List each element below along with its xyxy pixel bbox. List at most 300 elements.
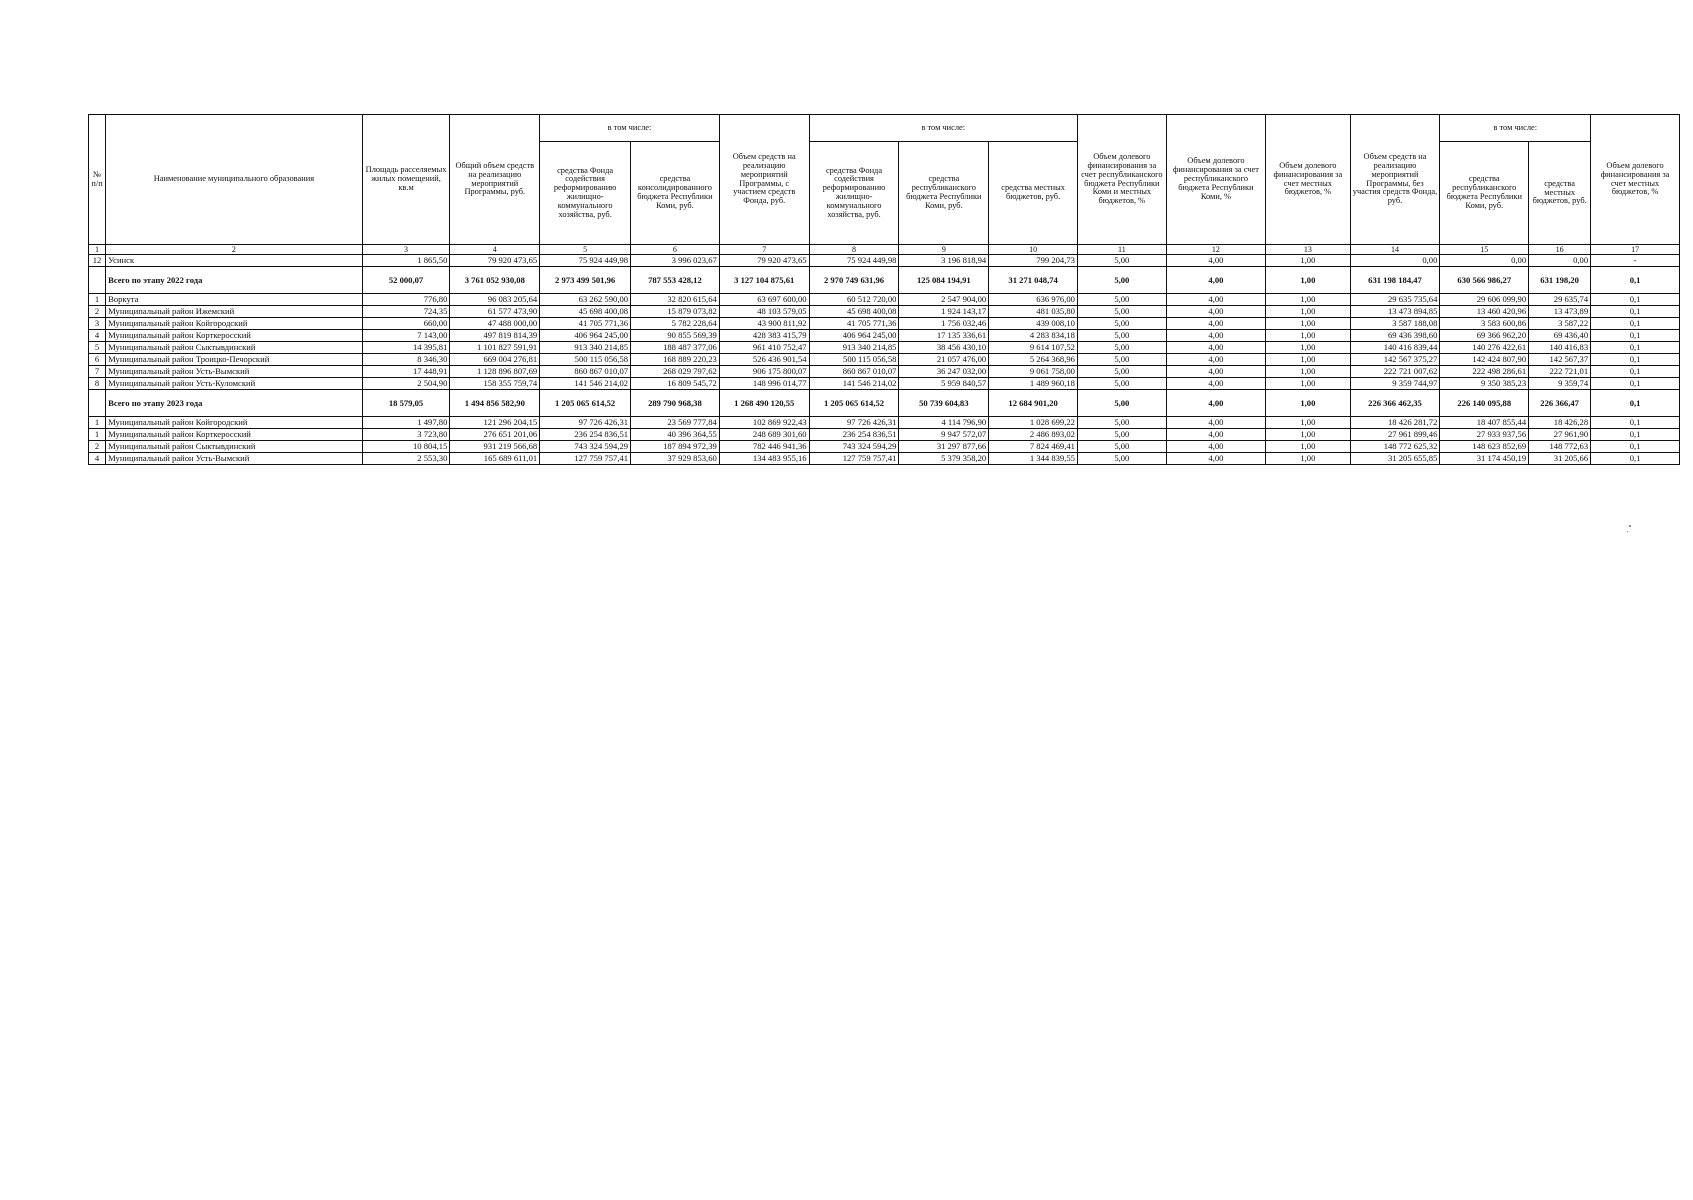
table-total-row (89, 390, 1680, 417)
amount-cell: 1 205 065 614,52 (809, 390, 899, 417)
amount-cell: 660,00 (362, 318, 450, 330)
amount-cell: 226 366 462,35 (1350, 390, 1440, 417)
amount-cell: 69 366 962,20 (1440, 330, 1529, 342)
municipality-name-cell: Муниципальный район Койгородский (106, 318, 363, 330)
header-fund2: средства Фонда содействия реформированию жилищно-коммунального хозяйства, руб. (809, 142, 899, 245)
percent-cell: 5,00 (1077, 294, 1166, 306)
scan-speck (1627, 531, 1628, 532)
amount-cell: 3 196 818,94 (899, 255, 989, 267)
amount-cell: 1 494 856 582,90 (450, 390, 540, 417)
column-number: 7 (719, 245, 809, 255)
percent-cell: 1,00 (1266, 441, 1350, 453)
header-share-rep: Объем долевого финансирования за счет республиканского бюджета Республики Коми, % (1166, 115, 1265, 245)
amount-cell: 2 547 904,00 (899, 294, 989, 306)
percent-cell: 4,00 (1166, 390, 1265, 417)
amount-cell: 16 809 545,72 (631, 378, 720, 390)
amount-cell: 140 416 839,44 (1350, 342, 1440, 354)
column-number: 17 (1591, 245, 1680, 255)
amount-cell: 1 497,80 (362, 417, 450, 429)
amount-cell: 276 651 201,06 (450, 429, 540, 441)
row-number-cell: 1 (89, 294, 106, 306)
amount-cell: 187 894 972,39 (631, 441, 720, 453)
percent-cell: 5,00 (1077, 318, 1166, 330)
header-name: Наименование муниципального образования (106, 115, 363, 245)
amount-cell: 1 489 960,18 (989, 378, 1078, 390)
amount-cell: 75 924 449,98 (809, 255, 899, 267)
amount-cell: 0,00 (1440, 255, 1529, 267)
amount-cell: 97 726 426,31 (540, 417, 631, 429)
amount-cell: 222 498 286,61 (1440, 366, 1529, 378)
amount-cell: 36 247 032,00 (899, 366, 989, 378)
amount-cell: 7 143,00 (362, 330, 450, 342)
amount-cell: 3 761 052 930,08 (450, 267, 540, 294)
percent-cell: 1,00 (1266, 429, 1350, 441)
amount-cell: 140 276 422,61 (1440, 342, 1529, 354)
amount-cell: 21 057 476,00 (899, 354, 989, 366)
percent-cell: 0,1 (1591, 390, 1680, 417)
amount-cell: 63 697 600,00 (719, 294, 809, 306)
amount-cell: 961 410 752,47 (719, 342, 809, 354)
amount-cell: 10 804,15 (362, 441, 450, 453)
percent-cell: 4,00 (1166, 330, 1265, 342)
amount-cell: 9 359 744,97 (1350, 378, 1440, 390)
header-no: № п/п (89, 115, 106, 245)
percent-cell: 1,00 (1266, 378, 1350, 390)
header-republic2: средства республиканского бюджета Республики Коми, руб. (1440, 142, 1529, 245)
percent-cell: 4,00 (1166, 417, 1265, 429)
amount-cell: 63 262 590,00 (540, 294, 631, 306)
amount-cell: 724,35 (362, 306, 450, 318)
percent-cell: 5,00 (1077, 354, 1166, 366)
percent-cell: 5,00 (1077, 366, 1166, 378)
row-number-cell: 1 (89, 417, 106, 429)
amount-cell: 906 175 800,07 (719, 366, 809, 378)
amount-cell: 31 205 655,85 (1350, 453, 1440, 465)
amount-cell: 4 283 834,18 (989, 330, 1078, 342)
amount-cell: 188 487 377,06 (631, 342, 720, 354)
amount-cell: 4 114 796,90 (899, 417, 989, 429)
amount-cell: 15 879 073,82 (631, 306, 720, 318)
amount-cell: 29 635 735,64 (1350, 294, 1440, 306)
percent-cell: 4,00 (1166, 342, 1265, 354)
percent-cell: 5,00 (1077, 378, 1166, 390)
percent-cell: 0,1 (1591, 318, 1680, 330)
header-total: Общий объем средств на реализацию мероприятий Программы, руб. (450, 115, 540, 245)
table-row (89, 306, 1680, 318)
amount-cell: 5 379 358,20 (899, 453, 989, 465)
municipality-name-cell: Муниципальный район Усть-Вымский (106, 366, 363, 378)
percent-cell: 0,1 (1591, 330, 1680, 342)
percent-cell: 1,00 (1266, 342, 1350, 354)
municipality-name-cell: Всего по этапу 2023 года (106, 390, 363, 417)
amount-cell: 27 933 937,56 (1440, 429, 1529, 441)
row-number-cell: 4 (89, 330, 106, 342)
percent-cell: 4,00 (1166, 255, 1265, 267)
amount-cell: 2 973 499 501,96 (540, 267, 631, 294)
percent-cell: 5,00 (1077, 342, 1166, 354)
amount-cell: 631 198 184,47 (1350, 267, 1440, 294)
row-number-cell: 8 (89, 378, 106, 390)
column-number: 2 (106, 245, 363, 255)
amount-cell: 40 396 364,55 (631, 429, 720, 441)
amount-cell: 29 635,74 (1529, 294, 1591, 306)
percent-cell: 0,1 (1591, 306, 1680, 318)
amount-cell: 13 460 420,96 (1440, 306, 1529, 318)
percent-cell: 1,00 (1266, 306, 1350, 318)
amount-cell: 236 254 836,51 (809, 429, 899, 441)
amount-cell: 2 486 893,02 (989, 429, 1078, 441)
amount-cell: 226 140 095,88 (1440, 390, 1529, 417)
amount-cell: 782 446 941,36 (719, 441, 809, 453)
amount-cell: 1 205 065 614,52 (540, 390, 631, 417)
amount-cell: 1 924 143,17 (899, 306, 989, 318)
amount-cell: 289 790 968,38 (631, 390, 720, 417)
row-number-cell (89, 390, 106, 417)
column-number: 1 (89, 245, 106, 255)
amount-cell: 69 436,40 (1529, 330, 1591, 342)
municipality-name-cell: Муниципальный район Койгородский (106, 417, 363, 429)
column-number: 16 (1529, 245, 1591, 255)
percent-cell: 1,00 (1266, 318, 1350, 330)
amount-cell: 3 583 600,86 (1440, 318, 1529, 330)
municipality-name-cell: Муниципальный район Усть-Куломский (106, 378, 363, 390)
amount-cell: 526 436 901,54 (719, 354, 809, 366)
amount-cell: 1 028 699,22 (989, 417, 1078, 429)
amount-cell: 148 772,63 (1529, 441, 1591, 453)
row-number-cell: 1 (89, 429, 106, 441)
amount-cell: 743 324 594,29 (809, 441, 899, 453)
amount-cell: 142 567,37 (1529, 354, 1591, 366)
amount-cell: 3 127 104 875,61 (719, 267, 809, 294)
amount-cell: 17 135 336,61 (899, 330, 989, 342)
amount-cell: 47 488 000,00 (450, 318, 540, 330)
amount-cell: 142 424 807,90 (1440, 354, 1529, 366)
amount-cell: 630 566 986,27 (1440, 267, 1529, 294)
percent-cell: 4,00 (1166, 453, 1265, 465)
percent-cell: 5,00 (1077, 255, 1166, 267)
amount-cell: 9 350 385,23 (1440, 378, 1529, 390)
amount-cell: 18 407 855,44 (1440, 417, 1529, 429)
amount-cell: 31 205,66 (1529, 453, 1591, 465)
percent-cell: 5,00 (1077, 390, 1166, 417)
amount-cell: 743 324 594,29 (540, 441, 631, 453)
municipality-name-cell: Муниципальный район Ижемский (106, 306, 363, 318)
row-number-cell: 7 (89, 366, 106, 378)
table-row (89, 441, 1680, 453)
header-area: Площадь расселяемых жилых помещений, кв.м (362, 115, 450, 245)
header-without-fund: Объем средств на реализацию мероприятий Программы, без участия средств Фонда, руб. (1350, 115, 1440, 245)
amount-cell: 428 383 415,79 (719, 330, 809, 342)
percent-cell: 4,00 (1166, 318, 1265, 330)
column-number-row (89, 245, 1680, 255)
municipality-name-cell: Муниципальный район Сыктывдинский (106, 342, 363, 354)
amount-cell: 148 996 014,77 (719, 378, 809, 390)
percent-cell: 5,00 (1077, 306, 1166, 318)
amount-cell: 12 684 901,20 (989, 390, 1078, 417)
table-body (89, 255, 1680, 465)
table-row (89, 255, 1680, 267)
amount-cell: 148 623 852,69 (1440, 441, 1529, 453)
amount-cell: 168 889 220,23 (631, 354, 720, 366)
amount-cell: 60 512 720,00 (809, 294, 899, 306)
table-row (89, 330, 1680, 342)
percent-cell: 1,00 (1266, 354, 1350, 366)
amount-cell: 18 579,05 (362, 390, 450, 417)
amount-cell: 481 035,80 (989, 306, 1078, 318)
amount-cell: 8 346,30 (362, 354, 450, 366)
amount-cell: 142 567 375,27 (1350, 354, 1440, 366)
percent-cell: 0,1 (1591, 342, 1680, 354)
percent-cell: 1,00 (1266, 267, 1350, 294)
municipality-name-cell: Всего по этапу 2022 года (106, 267, 363, 294)
percent-cell: 0,1 (1591, 441, 1680, 453)
amount-cell: 9 614 107,52 (989, 342, 1078, 354)
percent-cell: 0,1 (1591, 453, 1680, 465)
amount-cell: 1 865,50 (362, 255, 450, 267)
amount-cell: 3 587,22 (1529, 318, 1591, 330)
amount-cell: 13 473,89 (1529, 306, 1591, 318)
amount-cell: 3 996 023,67 (631, 255, 720, 267)
amount-cell: 41 705 771,36 (540, 318, 631, 330)
amount-cell: 9 359,74 (1529, 378, 1591, 390)
amount-cell: 165 689 611,01 (450, 453, 540, 465)
amount-cell: 90 855 569,39 (631, 330, 720, 342)
header-republic: средства республиканского бюджета Республики Коми, руб. (899, 142, 989, 245)
amount-cell: 931 219 566,68 (450, 441, 540, 453)
row-number-cell: 4 (89, 453, 106, 465)
amount-cell: 497 819 814,39 (450, 330, 540, 342)
municipality-name-cell: Муниципальный район Усть-Вымский (106, 453, 363, 465)
header-consolidated: средства консолидированного бюджета Республики Коми, руб. (631, 142, 720, 245)
amount-cell: 13 473 894,85 (1350, 306, 1440, 318)
amount-cell: 631 198,20 (1529, 267, 1591, 294)
column-number: 12 (1166, 245, 1265, 255)
table-row (89, 378, 1680, 390)
percent-cell: 5,00 (1077, 417, 1166, 429)
municipality-name-cell: Муниципальный район Корткеросский (106, 330, 363, 342)
amount-cell: 787 553 428,12 (631, 267, 720, 294)
table-row (89, 318, 1680, 330)
percent-cell: 0,1 (1591, 417, 1680, 429)
amount-cell: 226 366,47 (1529, 390, 1591, 417)
amount-cell: 0,00 (1350, 255, 1440, 267)
amount-cell: 141 546 214,02 (809, 378, 899, 390)
amount-cell: 799 204,73 (989, 255, 1078, 267)
municipality-name-cell: Муниципальный район Сыктывдинский (106, 441, 363, 453)
percent-cell: 4,00 (1166, 354, 1265, 366)
amount-cell: 3 723,80 (362, 429, 450, 441)
amount-cell: 9 947 572,07 (899, 429, 989, 441)
amount-cell: 79 920 473,65 (450, 255, 540, 267)
percent-cell: 4,00 (1166, 366, 1265, 378)
column-number: 9 (899, 245, 989, 255)
amount-cell: 1 344 839,55 (989, 453, 1078, 465)
table-row (89, 417, 1680, 429)
amount-cell: 500 115 056,58 (540, 354, 631, 366)
column-number: 14 (1350, 245, 1440, 255)
amount-cell: 31 271 048,74 (989, 267, 1078, 294)
column-number: 5 (540, 245, 631, 255)
percent-cell: 4,00 (1166, 306, 1265, 318)
amount-cell: 140 416,83 (1529, 342, 1591, 354)
header-share-local2: Объем долевого финансирования за счет местных бюджетов, % (1591, 115, 1680, 245)
amount-cell: 50 739 604,83 (899, 390, 989, 417)
amount-cell: 222 721,01 (1529, 366, 1591, 378)
amount-cell: 75 924 449,98 (540, 255, 631, 267)
amount-cell: 27 961 899,46 (1350, 429, 1440, 441)
row-number-cell (89, 267, 106, 294)
header-fund: средства Фонда содействия реформированию жилищно-коммунального хозяйства, руб. (540, 142, 631, 245)
amount-cell: 636 976,00 (989, 294, 1078, 306)
amount-cell: 1 101 827 591,91 (450, 342, 540, 354)
amount-cell: 2 504,90 (362, 378, 450, 390)
scan-speck (1629, 525, 1631, 527)
amount-cell: 121 296 204,15 (450, 417, 540, 429)
amount-cell: 913 340 214,85 (809, 342, 899, 354)
document-sheet (88, 114, 1680, 465)
percent-cell: 5,00 (1077, 441, 1166, 453)
amount-cell: 141 546 214,02 (540, 378, 631, 390)
header-share-local: Объем долевого финансирования за счет местных бюджетов, % (1266, 115, 1350, 245)
percent-cell: 5,00 (1077, 429, 1166, 441)
row-number-cell: 2 (89, 441, 106, 453)
percent-cell: 4,00 (1166, 267, 1265, 294)
amount-cell: 248 689 301,60 (719, 429, 809, 441)
amount-cell: 7 824 469,41 (989, 441, 1078, 453)
amount-cell: 9 061 758,00 (989, 366, 1078, 378)
header-local: средства местных бюджетов, руб. (989, 142, 1078, 245)
row-number-cell: 5 (89, 342, 106, 354)
percent-cell: 1,00 (1266, 417, 1350, 429)
percent-cell: 0,1 (1591, 294, 1680, 306)
percent-cell: 0,1 (1591, 429, 1680, 441)
municipality-name-cell: Воркута (106, 294, 363, 306)
amount-cell: 5 959 840,57 (899, 378, 989, 390)
percent-cell: 1,00 (1266, 453, 1350, 465)
percent-cell: 5,00 (1077, 453, 1166, 465)
table-row (89, 453, 1680, 465)
table-total-row (89, 267, 1680, 294)
header-group3: в том числе: (1440, 115, 1591, 142)
percent-cell: 0,1 (1591, 267, 1680, 294)
amount-cell: 268 029 797,62 (631, 366, 720, 378)
table-header (89, 115, 1680, 255)
row-number-cell: 6 (89, 354, 106, 366)
percent-cell: 1,00 (1266, 255, 1350, 267)
table-row (89, 366, 1680, 378)
amount-cell: 45 698 400,08 (809, 306, 899, 318)
amount-cell: 2 553,30 (362, 453, 450, 465)
percent-cell: 0,1 (1591, 354, 1680, 366)
header-local2: средства местных бюджетов, руб. (1529, 142, 1591, 245)
municipality-name-cell: Усинск (106, 255, 363, 267)
percent-cell: 0,1 (1591, 378, 1680, 390)
amount-cell: 38 456 430,10 (899, 342, 989, 354)
amount-cell: 69 436 398,60 (1350, 330, 1440, 342)
amount-cell: 45 698 400,08 (540, 306, 631, 318)
amount-cell: 439 008,10 (989, 318, 1078, 330)
column-number: 10 (989, 245, 1078, 255)
amount-cell: 97 726 426,31 (809, 417, 899, 429)
amount-cell: 29 606 099,90 (1440, 294, 1529, 306)
amount-cell: 41 705 771,36 (809, 318, 899, 330)
amount-cell: 134 483 955,16 (719, 453, 809, 465)
table-row (89, 354, 1680, 366)
column-number: 3 (362, 245, 450, 255)
municipality-name-cell: Муниципальный район Троицко-Печорский (106, 354, 363, 366)
amount-cell: 406 964 245,00 (809, 330, 899, 342)
amount-cell: 860 867 010,07 (540, 366, 631, 378)
amount-cell: 127 759 757,41 (540, 453, 631, 465)
percent-cell: 1,00 (1266, 390, 1350, 417)
amount-cell: 32 820 615,64 (631, 294, 720, 306)
amount-cell: 406 964 245,00 (540, 330, 631, 342)
percent-cell: 1,00 (1266, 330, 1350, 342)
percent-cell: 4,00 (1166, 441, 1265, 453)
amount-cell: 1 128 896 807,69 (450, 366, 540, 378)
amount-cell: 5 264 368,96 (989, 354, 1078, 366)
amount-cell: 31 297 877,66 (899, 441, 989, 453)
percent-cell: 0,1 (1591, 366, 1680, 378)
column-number: 11 (1077, 245, 1166, 255)
percent-cell: 1,00 (1266, 294, 1350, 306)
amount-cell: 0,00 (1529, 255, 1591, 267)
amount-cell: 102 869 922,43 (719, 417, 809, 429)
percent-cell: 5,00 (1077, 330, 1166, 342)
percent-cell: 4,00 (1166, 378, 1265, 390)
column-number: 4 (450, 245, 540, 255)
amount-cell: 669 004 276,81 (450, 354, 540, 366)
amount-cell: 17 448,91 (362, 366, 450, 378)
amount-cell: 31 174 450,19 (1440, 453, 1529, 465)
amount-cell: 27 961,90 (1529, 429, 1591, 441)
amount-cell: 148 772 625,32 (1350, 441, 1440, 453)
amount-cell: 18 426 281,72 (1350, 417, 1440, 429)
header-group2: в том числе: (809, 115, 1077, 142)
amount-cell: 96 083 205,64 (450, 294, 540, 306)
row-number-cell: 12 (89, 255, 106, 267)
amount-cell: 127 759 757,41 (809, 453, 899, 465)
amount-cell: 776,80 (362, 294, 450, 306)
column-number: 15 (1440, 245, 1529, 255)
percent-cell: 5,00 (1077, 267, 1166, 294)
amount-cell: 43 900 811,92 (719, 318, 809, 330)
header-group1: в том числе: (540, 115, 720, 142)
amount-cell: 3 587 188,08 (1350, 318, 1440, 330)
amount-cell: 14 395,81 (362, 342, 450, 354)
amount-cell: 2 970 749 631,96 (809, 267, 899, 294)
amount-cell: 236 254 836,51 (540, 429, 631, 441)
amount-cell: 860 867 010,07 (809, 366, 899, 378)
table-row (89, 429, 1680, 441)
percent-cell: 4,00 (1166, 294, 1265, 306)
municipality-name-cell: Муниципальный район Корткеросский (106, 429, 363, 441)
amount-cell: 222 721 007,62 (1350, 366, 1440, 378)
amount-cell: 5 782 228,64 (631, 318, 720, 330)
amount-cell: 79 920 473,65 (719, 255, 809, 267)
percent-cell: 4,00 (1166, 429, 1265, 441)
amount-cell: 1 268 490 120,55 (719, 390, 809, 417)
row-number-cell: 2 (89, 306, 106, 318)
amount-cell: 61 577 473,90 (450, 306, 540, 318)
header-with-fund: Объем средств на реализацию мероприятий Программы, с участием средств Фонда, руб. (719, 115, 809, 245)
amount-cell: 125 084 194,91 (899, 267, 989, 294)
amount-cell: 52 000,07 (362, 267, 450, 294)
amount-cell: 158 355 759,74 (450, 378, 540, 390)
amount-cell: 1 756 032,46 (899, 318, 989, 330)
percent-cell: - (1591, 255, 1680, 267)
table-row (89, 294, 1680, 306)
